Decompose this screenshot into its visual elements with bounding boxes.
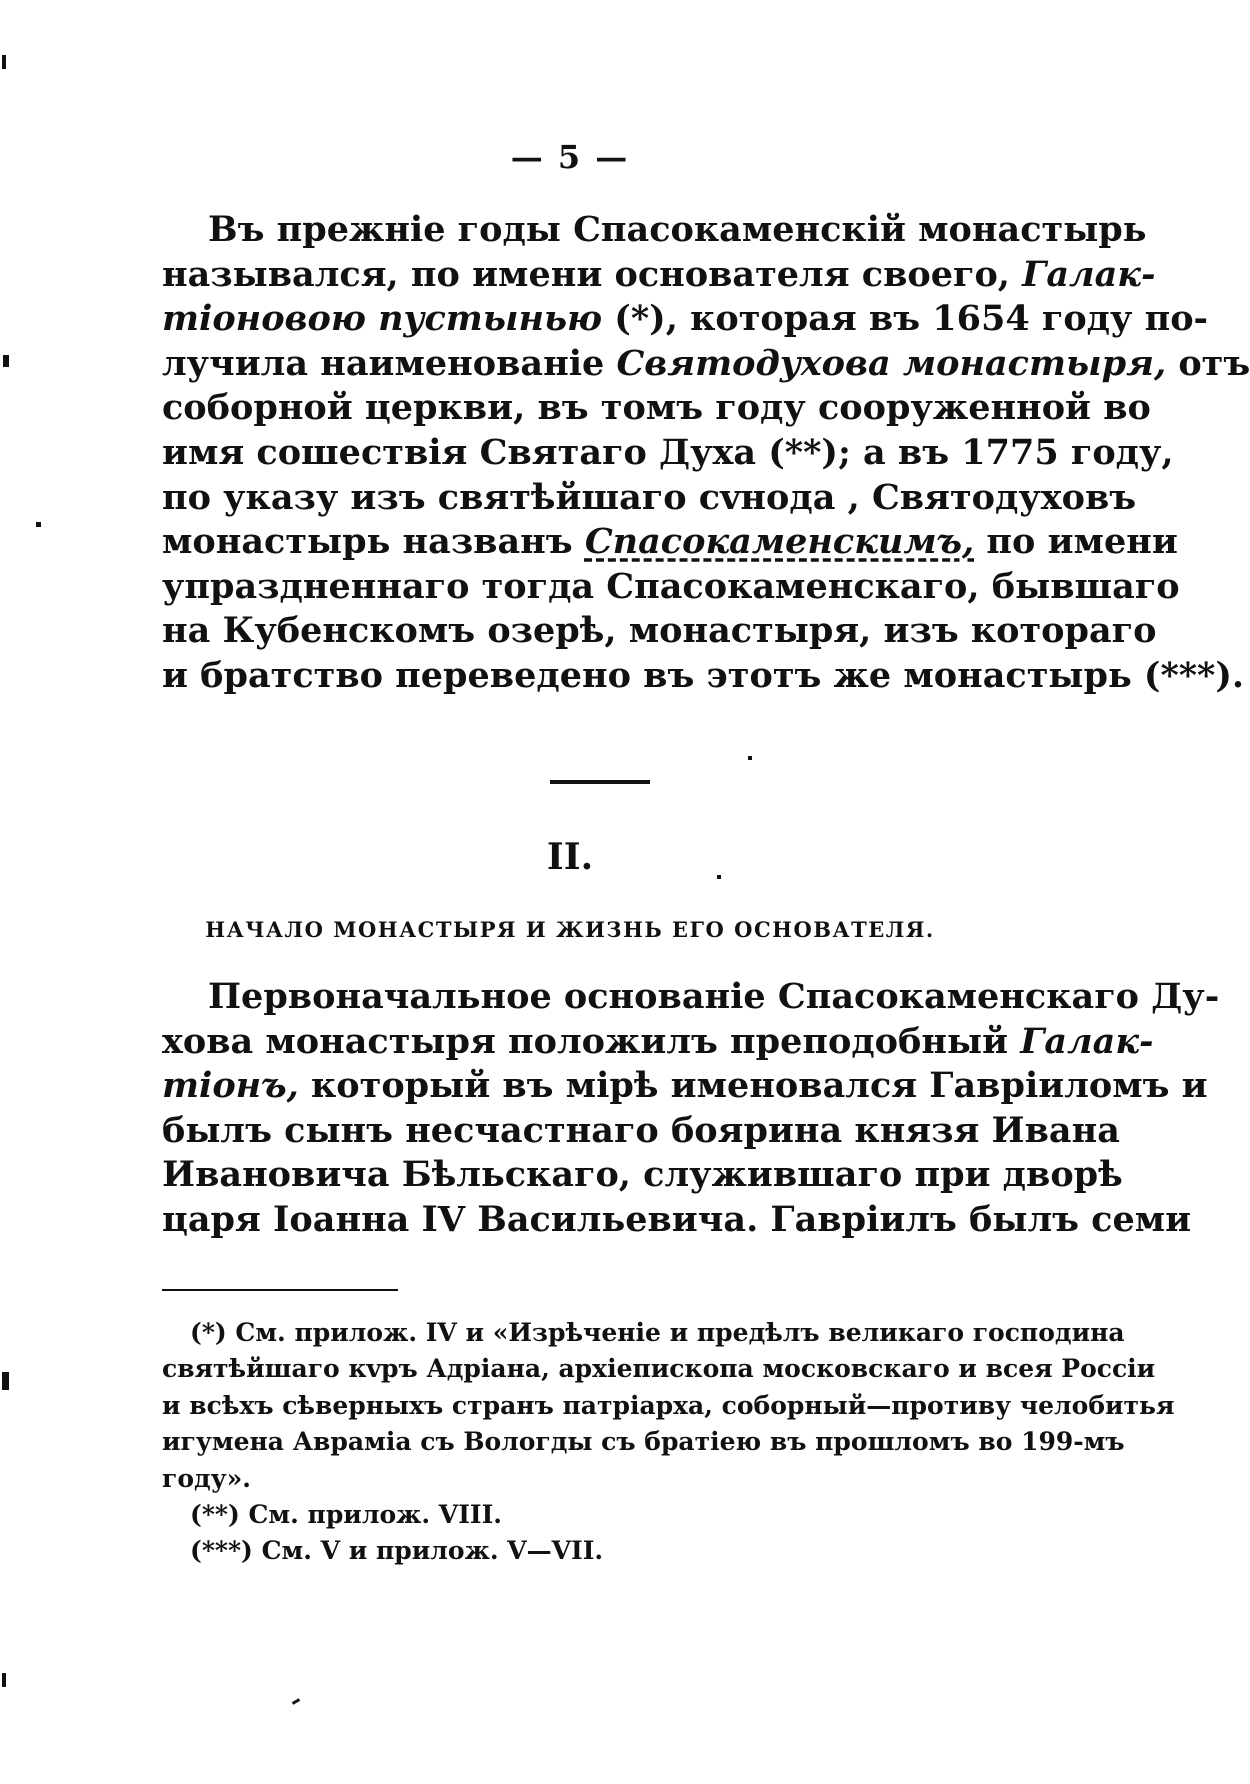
italic-name: тіоновою пустынью: [162, 298, 603, 340]
section-divider: [550, 780, 650, 784]
text-line: былъ сынъ несчастнаго боярина князя Ивана: [162, 1109, 1120, 1151]
text-line: хова монастыря положилъ преподобный Галак-: [162, 1020, 1154, 1062]
text-line: тіоновою пустынью (*), которая въ 1654 году по-: [162, 298, 1209, 340]
footnote-line: (*) См. прилож. IV и «Изрѣченіе и предѣлъ великаго господина: [190, 1318, 1125, 1347]
text-line: Ивановича Бѣльскаго, служившаго при дворѣ: [162, 1154, 1123, 1196]
text-line: соборной церкви, въ томъ году сооруженной во: [162, 387, 1151, 429]
scan-speck: [748, 756, 752, 760]
italic-name-underlined: Спасокаменскимъ,: [584, 521, 975, 563]
footnote-line: году».: [162, 1463, 251, 1493]
italic-name: тіонъ,: [162, 1065, 299, 1107]
italic-name: Галак-: [1020, 1020, 1154, 1062]
scan-speck: [2, 1372, 9, 1390]
footnote-line: (***) См. V и прилож. V—VII.: [190, 1536, 604, 1566]
footnote-line: (**) См. прилож. VIII.: [190, 1500, 502, 1530]
scan-speck: [2, 1673, 6, 1687]
text-line: имя сошествія Святаго Духа (**); а въ 1775 году,: [162, 431, 1174, 473]
scan-speck: [3, 355, 9, 367]
text-line: по указу изъ святѣйшаго сvнода , Святодуховъ: [162, 476, 1137, 518]
page-number: — 5 —: [510, 138, 630, 176]
italic-name: Галак-: [1022, 253, 1156, 295]
paragraph-monastery-history: [162, 208, 1250, 699]
text-line: Въ прежніе годы Спасокаменскій монастырь: [208, 209, 1147, 250]
footnote-line: и всѣхъ сѣверныхъ странъ патріарха, соборный—противу челобитья: [162, 1390, 1175, 1420]
italic-name: Святодухова монастыря,: [616, 342, 1167, 384]
text-line: упраздненнаго тогда Спасокаменскаго, бывшаго: [162, 565, 1180, 607]
footnote-line: святѣйшаго кvръ Адріана, архіепископа московскаго и всея Россіи: [162, 1354, 1156, 1384]
text-line: и братство переведено въ этотъ же монастырь (***).: [162, 654, 1245, 696]
text-line: монастырь названъ Спасокаменскимъ, по имени: [162, 521, 1178, 563]
text-line: на Кубенскомъ озерѣ, монастыря, изъ котораго: [162, 610, 1157, 652]
scan-speck: [36, 522, 41, 527]
section-title: НАЧАЛО МОНАСТЫРЯ И ЖИЗНЬ ЕГО ОСНОВАТЕЛЯ.: [205, 917, 935, 942]
text-line: лучила наименованіе Святодухова монастыря, отъ: [162, 342, 1250, 384]
text-line: царя Іоанна IV Васильевича. Гавріилъ былъ семи: [162, 1198, 1192, 1240]
footnote-line: игумена Авраміа съ Вологды съ братіею въ прошломъ во 199-мъ: [162, 1427, 1125, 1457]
paragraph-founder: [162, 975, 1220, 1243]
footnotes: [162, 1315, 1175, 1570]
text-line: назывался, по имени основателя своего, Галак-: [162, 253, 1156, 295]
scan-speck: [2, 55, 6, 69]
scan-speck: [292, 1698, 300, 1705]
scan-speck: [717, 875, 721, 879]
footnote-divider: [162, 1289, 398, 1291]
text-line: Первоначальное основаніе Спасокаменскаго Ду-: [208, 976, 1220, 1017]
section-number: II.: [546, 836, 594, 878]
text-line: тіонъ, который въ мірѣ именовался Гавріиломъ и: [162, 1065, 1208, 1107]
